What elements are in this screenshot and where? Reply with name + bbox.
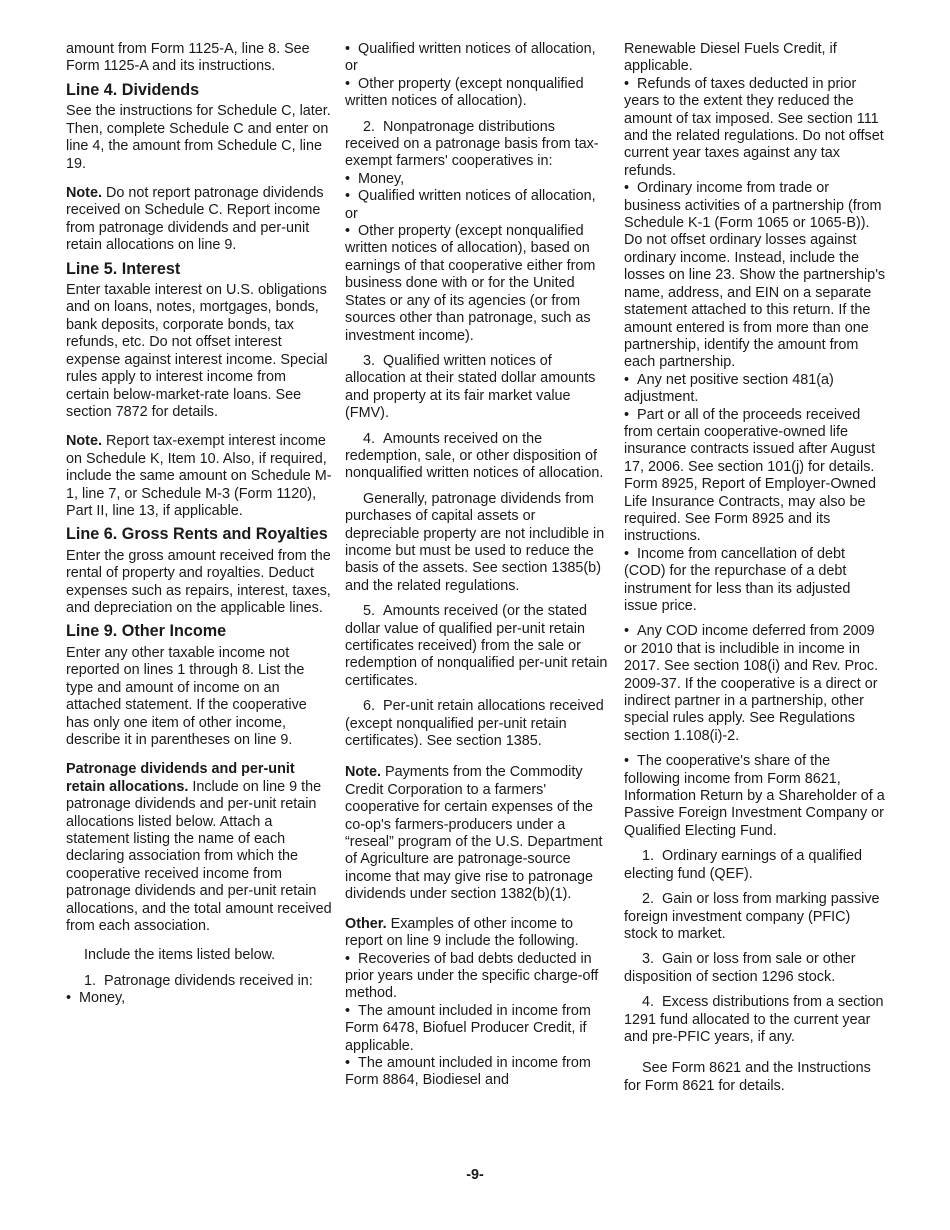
list-item: • Other property (except nonqualified written notices of allocation), based on earnings of that cooperative either from business done with or for the United States or any of its agencies (or from sources other than patronage, such as investment income). — [345, 223, 611, 345]
heading-line-4-dividends: Line 4. Dividends — [66, 80, 200, 99]
item-3-paragraph: 3. Qualified written notices of allocation at their stated dollar amounts and property at its fair market value (FMV). — [345, 352, 596, 422]
list-item: • Ordinary income from trade or business activities of a partnership (from Schedule K-1 (Form 1065 or 1065-B)). Do not offset ordinary losses against ordinary income. Instead, include the losses on line 23. Show the partnership's name, address, and EIN on a separate statement attached to this return. If the amount entered is from more than one partnership, identify the amount from each partnership. — [624, 180, 886, 371]
list-item: • Money, — [345, 171, 611, 188]
note-tax-exempt-interest — [66, 433, 332, 520]
bullet-list — [624, 753, 886, 840]
heading-line-5-interest: Line 5. Interest — [66, 259, 181, 278]
item-5-paragraph: 5. Amounts received (or the stated dollar value of qualified per-unit retain certificates received) from the sale or redemption of nonqualified per-unit retain certificates. — [345, 603, 608, 689]
qef-item-3: 3. Gain or loss from sale or other disposition of section 1296 stock. — [624, 951, 856, 985]
patronage-paragraph — [66, 761, 332, 935]
bullet-list — [66, 990, 332, 1007]
note-text: Do not report patronage dividends received on Schedule C. Report income from patronage dividends and per-unit retain allocations on line 9. — [66, 184, 324, 254]
note-commodity-credit — [345, 764, 611, 903]
item-2-paragraph: 2. Nonpatronage distributions received on a patronage basis from tax-exempt farmers' cooperatives in: — [345, 118, 599, 170]
list-item: • Money, — [66, 990, 332, 1007]
qef-item-4: 4. Excess distributions from a section 1291 fund allocated to the current year and pre-PFIC years, if any. — [624, 994, 884, 1045]
other-paragraph — [345, 916, 611, 951]
item-6-paragraph: 6. Per-unit retain allocations received (except nonqualified per-unit retain certificates). See section 1385. — [345, 698, 604, 750]
bullet-list — [345, 951, 611, 1090]
column-1 — [66, 41, 332, 1008]
list-item: • Qualified written notices of allocation, or — [345, 188, 611, 223]
line-4-paragraph: See the instructions for Schedule C, later. Then, complete Schedule C and enter on line 4, the amount from Schedule C, line 19. — [66, 103, 331, 172]
list-item: • Any net positive section 481(a) adjustment. — [624, 372, 886, 407]
see-form-8621-paragraph: See Form 8621 and the Instructions for Form 8621 for details. — [624, 1060, 871, 1094]
bullet-list — [624, 623, 886, 745]
other-text: Examples of other income to report on line 9 include the following. — [345, 915, 579, 950]
list-item: • Refunds of taxes deducted in prior years to the extent they reduced the amount of tax imposed. See section 111 and the related regulations. Do not offset current year taxes against any tax refunds. — [624, 76, 886, 180]
item-4-paragraph: 4. Amounts received on the redemption, sale, or other disposition of nonqualified written notices of allocation. — [345, 430, 604, 482]
list-item: • Part or all of the proceeds received from certain cooperative-owned life insurance contracts issued after August 17, 2006. See section 101(j) for details. Form 8925, Report of Employer-Owned Life Insurance Contracts, may also be required. See Form 8925 and its instructions. — [624, 407, 886, 546]
column-3 — [624, 41, 886, 1095]
list-item: • The cooperative's share of the following income from Form 8621, Information Return by a Shareholder of a Passive Foreign Investment Company or Qualified Electing Fund. — [624, 753, 886, 840]
note-text: Report tax-exempt interest income on Schedule K, Item 10. Also, if required, include the same amount on Schedule M-1, line 7, or Schedule M-3 (Form 1120), Part II, line 13, if applicable. — [66, 433, 332, 519]
continued-paragraph: Renewable Diesel Fuels Credit, if applicable. — [624, 41, 837, 75]
note-label: Note. — [345, 764, 381, 781]
list-item: • Qualified written notices of allocation, or — [345, 41, 611, 76]
generally-paragraph: Generally, patronage dividends from purchases of capital assets or depreciable property are not includible in income but must be used to reduce the basis of the assets. See section 1385(b) and the related regulations. — [345, 490, 605, 594]
line-6-paragraph: Enter the gross amount received from the rental of property and royalties. Deduct expenses such as repairs, interest, taxes, and depreciation on the applicable lines. — [66, 547, 331, 617]
heading-line-6-rents-royalties: Line 6. Gross Rents and Royalties — [66, 525, 328, 544]
qef-item-1: 1. Ordinary earnings of a qualified electing fund (QEF). — [624, 848, 862, 882]
patronage-text: Include on line 9 the patronage dividends and per-unit retain allocations listed below. Attach a statement listing the name of each declaring association from which the cooperative received income from patronage dividends and per-unit retain allocations, and the total amount received from each association. — [66, 778, 332, 935]
column-2 — [345, 41, 611, 1090]
list-item: • The amount included in income from Form 6478, Biofuel Producer Credit, if applicable. — [345, 1003, 611, 1055]
line-5-paragraph: Enter taxable interest on U.S. obligations and on loans, notes, mortgages, bonds, bank deposits, corporate bonds, tax refunds, etc. Do not offset interest expense against interest income. Special rules apply to interest income from certain below-market-rate loans. See section 7872 for details. — [66, 282, 328, 420]
page-number: -9- — [466, 1167, 484, 1183]
list-item: • Any COD income deferred from 2009 or 2010 that is includible in income in 2017. See section 108(i) and Rev. Proc. 2009-37. If the cooperative is a direct or indirect partner in a partnership, other special rules apply. See Regulations section 1.108(i)-2. — [624, 623, 886, 745]
heading-line-9-other-income: Line 9. Other Income — [66, 622, 227, 641]
patronage-label: Patronage dividends and per-unit retain allocations. — [66, 761, 295, 795]
bullet-list — [345, 171, 611, 345]
line-9-paragraph: Enter any other taxable income not reported on lines 1 through 8. List the type and amount of income on an attached statement. If the cooperative has only one item of other income, describe it in parentheses on line 9. — [66, 644, 307, 748]
bullet-list — [345, 41, 611, 111]
list-item: • Recoveries of bad debts deducted in prior years under the specific charge-off method. — [345, 951, 611, 1003]
note-text: Payments from the Commodity Credit Corporation to a farmers' cooperative for certain expenses of the co-op's farmers-producers under a “reseal” program of the U.S. Department of Agriculture are patronage-source income that may give rise to patronage dividends under section 1382(b)(1). — [345, 764, 603, 903]
other-label: Other. — [345, 915, 387, 932]
list-item: • Income from cancellation of debt (COD) for the repurchase of a debt instrument for less than its adjusted issue price. — [624, 546, 886, 616]
list-item: • Other property (except nonqualified written notices of allocation). — [345, 76, 611, 111]
note-label: Note. — [66, 433, 102, 450]
intro-paragraph: amount from Form 1125-A, line 8. See Form 1125-A and its instructions. — [66, 41, 310, 75]
note-patronage-dividends — [66, 185, 332, 255]
item-1-paragraph: 1. Patronage dividends received in: — [84, 972, 313, 989]
list-item: • The amount included in income from Form 8864, Biodiesel and — [345, 1055, 611, 1090]
include-items-paragraph: Include the items listed below. — [84, 947, 276, 964]
qef-item-2: 2. Gain or loss from marking passive foreign investment company (PFIC) stock to market. — [624, 891, 880, 942]
note-label: Note. — [66, 184, 102, 201]
bullet-list — [624, 76, 886, 616]
